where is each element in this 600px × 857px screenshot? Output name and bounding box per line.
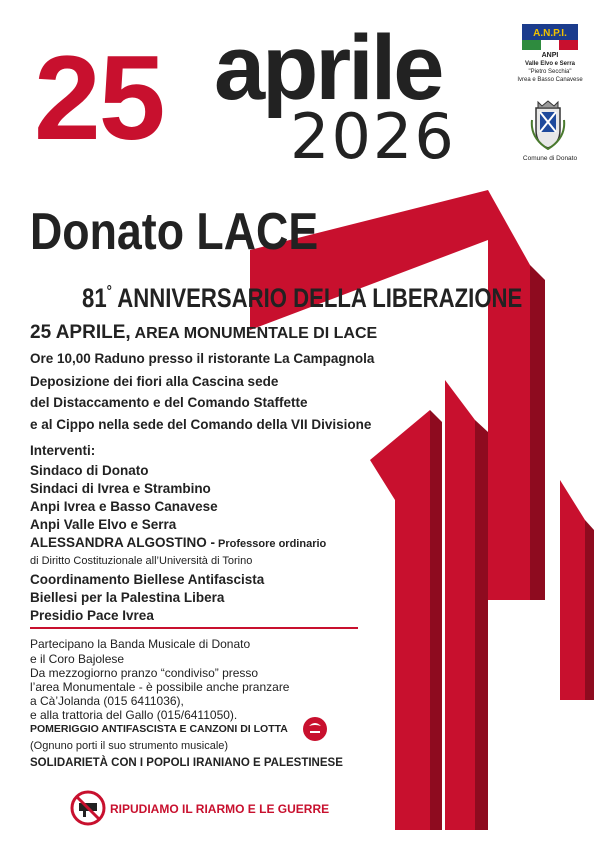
footer-line: a Cà’Jolanda (015 6411036),: [30, 694, 184, 708]
monument-spire-tall: [488, 190, 530, 600]
date-day: 25: [34, 31, 164, 165]
comune-label: Comune di Donato: [522, 155, 578, 162]
speaker-item: Anpi Ivrea e Basso Canavese: [30, 499, 218, 514]
interventi-heading: Interventi:: [30, 443, 96, 458]
headline-location: AREA MONUMENTALE DI LACE: [130, 325, 378, 342]
solidarity-line: SOLIDARIETÀ CON I POPOLI IRANIANO E PALESTINESE: [30, 757, 343, 769]
monument-slab-left-side: [430, 410, 442, 830]
anpi-line2: "Pietro Secchia": [528, 69, 572, 75]
anpi-logo: [522, 24, 578, 50]
footer-line: Da mezzogiorno pranzo “condiviso” presso: [30, 666, 259, 680]
afternoon-line: POMERIGGIO ANTIFASCISTA E CANZONI DI LOTTA: [30, 723, 288, 735]
anniversary-degree: °: [106, 283, 112, 300]
event-place-title: Donato LACE: [30, 203, 319, 261]
anpi-line1: Valle Elvo e Serra: [524, 61, 576, 67]
algostino-role1: Professore ordinario: [215, 538, 327, 550]
program-line: e al Cippo nella sede del Comando della VII Divisione: [30, 417, 372, 432]
slogan-text: RIPUDIAMO IL RIARMO E LE GUERRE: [110, 802, 330, 816]
speaker-item: Coordinamento Biellese Antifascista: [30, 572, 265, 587]
monument-spire-mid: [445, 380, 475, 830]
anniversary-title: [82, 283, 522, 314]
speaker-algostino: [30, 535, 326, 550]
date-year: 2026: [290, 100, 456, 173]
headline-date: 25 APRILE,: [30, 322, 131, 343]
instrument-line: (Ognuno porti il suo strumento musicale): [30, 740, 229, 752]
music-badge-icon: [302, 716, 328, 742]
speaker-item: Anpi Valle Elvo e Serra: [30, 517, 177, 532]
monument-spire-right-side: [585, 520, 594, 700]
anniversary-text: ANNIVERSARIO DELLA LIBERAZIONE: [111, 283, 523, 313]
divider-line: [30, 627, 358, 629]
algostino-role2: di Diritto Costituzionale all’Università di Torino: [30, 555, 253, 567]
footer-line: e il Coro Bajolese: [30, 652, 125, 666]
program-line: Deposizione dei fiori alla Cascina sede: [30, 374, 279, 389]
no-war-icon: [70, 790, 106, 826]
anpi-logo-text: A.N.P.I.: [533, 28, 567, 39]
anniversary-number: 81: [82, 283, 107, 313]
anpi-section: ANPI: [541, 52, 559, 59]
speaker-item: Presidio Pace Ivrea: [30, 608, 154, 623]
event-headline: [30, 322, 377, 344]
monument-spire-tall-side: [530, 265, 545, 600]
monument-spire-mid-side: [475, 420, 488, 830]
date-month: aprile: [214, 17, 442, 119]
footer-line: e alla trattoria del Gallo (015/6411050).: [30, 708, 238, 722]
footer-line: l’area Monumentale - è possibile anche pranzare: [30, 680, 290, 694]
comune-crest-icon: [528, 100, 568, 150]
speaker-item: Sindaci di Ivrea e Strambino: [30, 481, 211, 496]
program-line: Ore 10,00 Raduno presso il ristorante La Campagnola: [30, 351, 375, 366]
footer-line: Partecipano la Banda Musicale di Donato: [30, 637, 251, 651]
speaker-item: Biellesi per la Palestina Libera: [30, 590, 225, 605]
algostino-name: ALESSANDRA ALGOSTINO -: [30, 535, 215, 550]
monument-spire-right: [560, 480, 585, 700]
program-line: del Distaccamento e del Comando Staffette: [30, 395, 308, 410]
anpi-line3: Ivrea e Basso Canavese: [517, 77, 583, 83]
speaker-item: Sindaco di Donato: [30, 463, 149, 478]
